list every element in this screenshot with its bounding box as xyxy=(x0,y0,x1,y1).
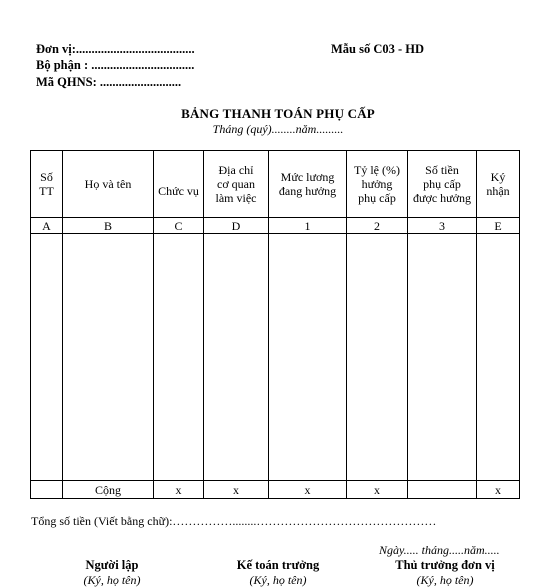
total-label: Cộng xyxy=(63,481,154,499)
total-cell: x xyxy=(154,481,204,499)
col-header-signature: Ký nhận xyxy=(477,151,520,218)
total-cell: x xyxy=(347,481,408,499)
table-cell xyxy=(63,234,154,481)
total-cell xyxy=(408,481,477,499)
col-code: 1 xyxy=(269,218,347,234)
col-header-position: Chức vụ xyxy=(154,151,204,218)
col-code: 3 xyxy=(408,218,477,234)
col-code: 2 xyxy=(347,218,408,234)
total-cell: x xyxy=(477,481,520,499)
col-code: D xyxy=(204,218,269,234)
col-header-stt: Số TT xyxy=(31,151,63,218)
department-field: Bộ phận : ................................. xyxy=(36,58,195,72)
signature-title-preparer: Người lập xyxy=(85,558,139,572)
table-cell xyxy=(204,234,269,481)
document-period: Tháng (quý)........năm......... xyxy=(212,122,344,136)
date-line: Ngày..... tháng.....năm..... xyxy=(379,543,500,557)
table-cell xyxy=(269,234,347,481)
signature-title-chief-accountant: Kế toán trưởng xyxy=(236,558,320,572)
col-header-address: Địa chỉ cơ quan làm việc xyxy=(204,151,269,218)
total-cell: x xyxy=(269,481,347,499)
table-body-empty-row xyxy=(31,234,520,481)
table-cell xyxy=(154,234,204,481)
col-header-salary: Mức lương đang hưởng xyxy=(269,151,347,218)
table-total-row xyxy=(31,481,520,499)
col-header-amount: Số tiền phụ cấp được hưởng xyxy=(408,151,477,218)
table-cell xyxy=(408,234,477,481)
col-code: C xyxy=(154,218,204,234)
signature-note-chief-accountant: (Ký, họ tên) xyxy=(249,573,307,587)
table-cell xyxy=(347,234,408,481)
total-cell: x xyxy=(204,481,269,499)
table-cell xyxy=(477,234,520,481)
document-title: BẢNG THANH TOÁN PHỤ CẤP xyxy=(181,106,375,121)
col-header-name: Họ và tên xyxy=(63,151,154,218)
unit-field: Đơn vị:...................................... xyxy=(36,42,195,56)
qhns-code-field: Mã QHNS: .......................... xyxy=(36,75,182,89)
col-code: A xyxy=(31,218,63,234)
col-code: B xyxy=(63,218,154,234)
sum-in-words: Tổng số tiền (Viết bằng chữ):……………........……………………………………… xyxy=(31,514,437,528)
total-cell xyxy=(31,481,63,499)
signature-note-preparer: (Ký, họ tên) xyxy=(83,573,141,587)
form-number: Mẫu số C03 - HD xyxy=(331,42,425,56)
table-header-row xyxy=(31,151,520,218)
col-header-rate: Tỷ lệ (%) hưởng phụ cấp xyxy=(347,151,408,218)
allowance-table xyxy=(30,150,520,499)
col-code: E xyxy=(477,218,520,234)
signature-title-head-of-unit: Thủ trưởng đơn vị xyxy=(395,558,495,572)
table-cell xyxy=(31,234,63,481)
column-code-row xyxy=(31,218,520,234)
signature-note-head-of-unit: (Ký, họ tên) xyxy=(416,573,474,587)
